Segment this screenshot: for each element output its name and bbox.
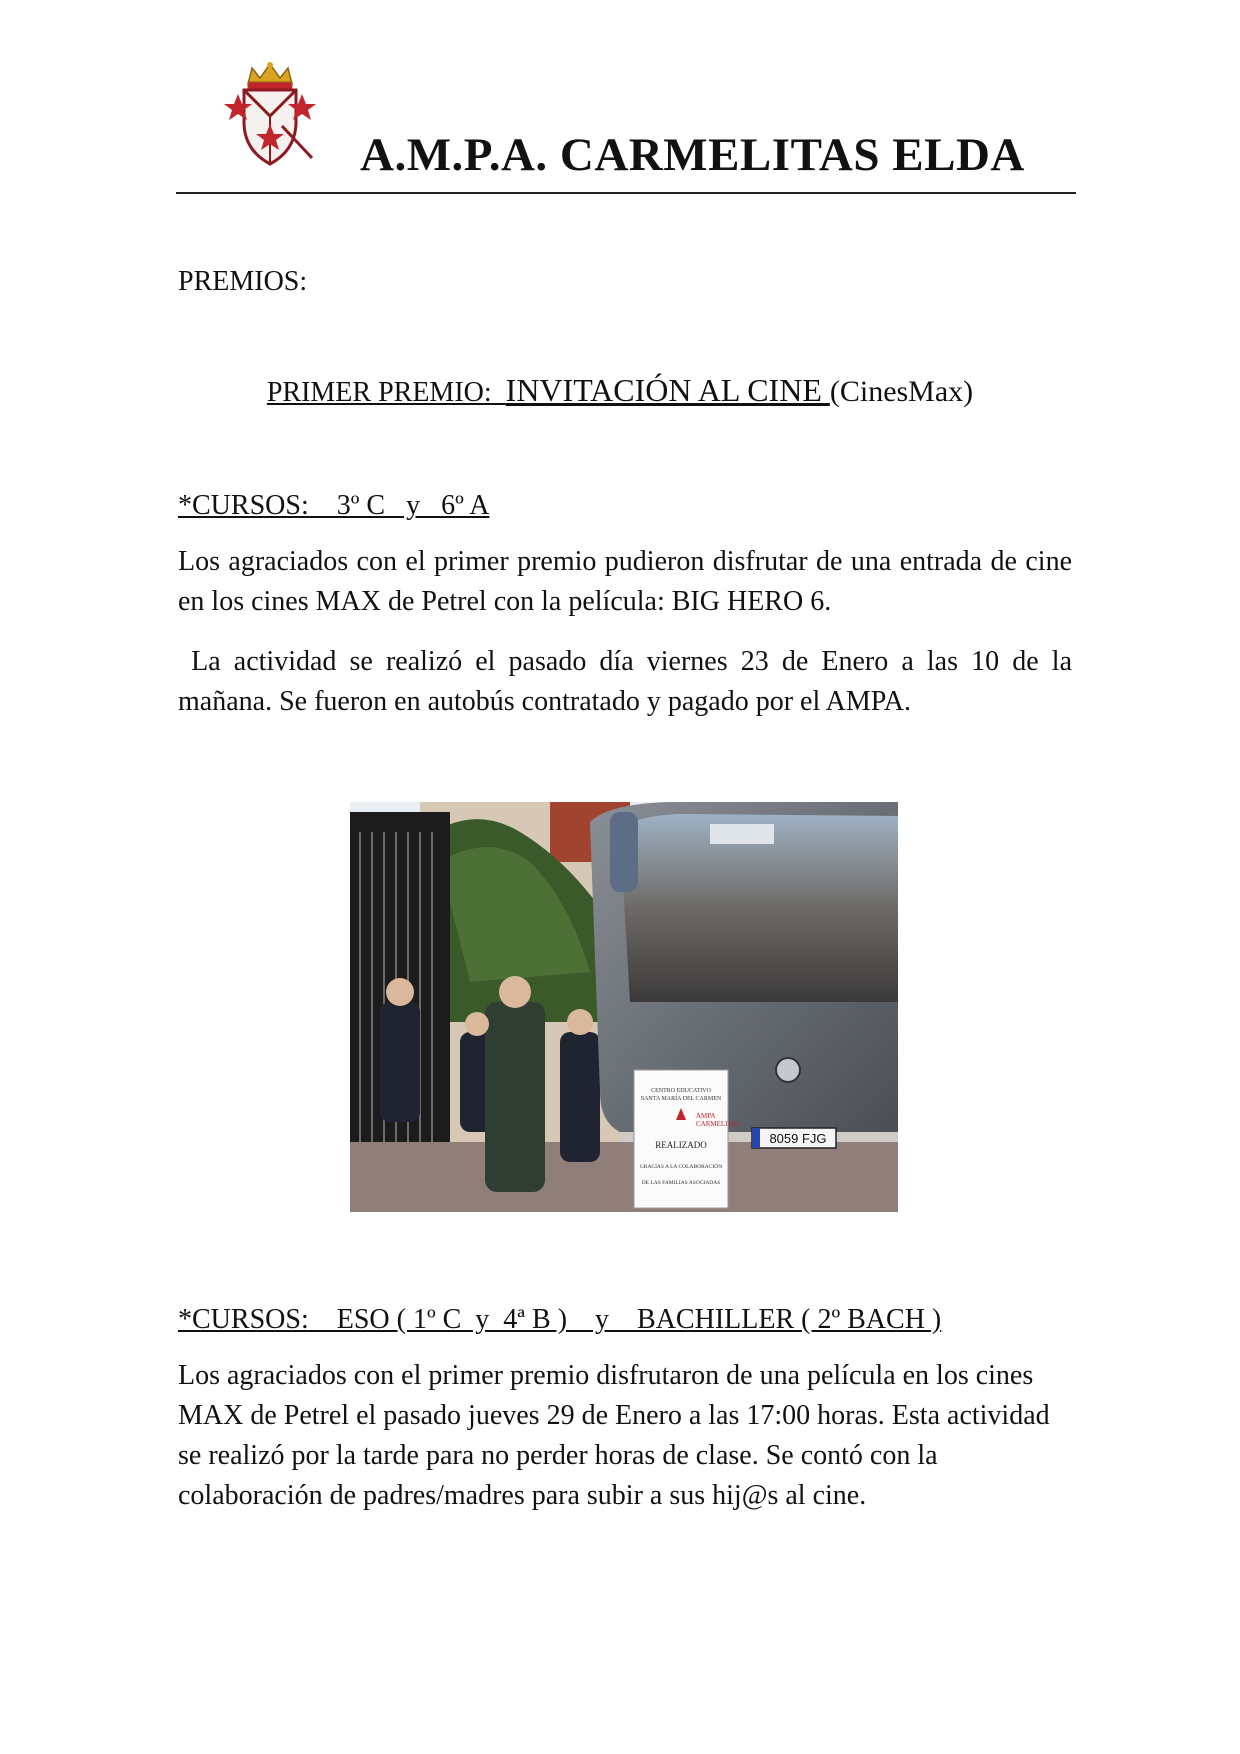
header-divider — [176, 192, 1076, 194]
sign-line-6: GRACIAS A LA COLABORACIÓN — [639, 1164, 723, 1170]
sign-line-3: AMPA — [696, 1112, 716, 1120]
section-label: PREMIOS: — [178, 266, 308, 297]
prize-main: INVITACIÓN AL CINE — [505, 372, 830, 408]
group2-paragraph-1: Los agraciados con el primer premio disfrutaron de una película en los cines MAX de Petrel el pasado jueves 29 de Enero a las 17:00 horas. Esta actividad se realizó por la tarde para no perder horas de clase. Se contó con la colaboración de padres/madres para subir a sus hij@s al cine. — [178, 1360, 1050, 1511]
sign-line-4: CARMELITAS — [696, 1120, 741, 1128]
prize-lead: PRIMER PREMIO: — [266, 377, 492, 408]
sign-line-2: SANTA MARÍA DEL CARMEN — [640, 1096, 722, 1102]
sign-line-7: DE LAS FAMILIAS ASOCIADAS — [641, 1180, 721, 1186]
license-plate: 8059 FJG — [769, 1131, 827, 1146]
ampa-crest-logo — [222, 60, 318, 168]
organization-title: A.M.P.A. CARMELITAS ELDA — [360, 129, 1025, 181]
prize-heading — [0, 370, 1240, 413]
bus-photo — [350, 802, 898, 1212]
sign-line-1: CENTRO EDUCATIVO — [651, 1088, 711, 1094]
group1-heading: *CURSOS: 3º C y 6º A — [178, 490, 490, 521]
sign-line-5: REALIZADO — [655, 1140, 707, 1150]
group1-paragraph-2: La actividad se realizó el pasado día viernes 23 de Enero a las 10 de la mañana. Se fueron en autobús contratado y pagado por el AMPA. — [178, 646, 1079, 717]
group2-heading: *CURSOS: ESO ( 1º C y 4ª B ) y BACHILLER ( 2º BACH ) — [178, 1304, 942, 1335]
group1-paragraph-1: Los agraciados con el primer premio pudieron disfrutar de una entrada de cine en los cines MAX de Petrel con la película: BIG HERO 6. — [178, 546, 1072, 617]
prize-extra: (CinesMax) — [829, 375, 974, 408]
